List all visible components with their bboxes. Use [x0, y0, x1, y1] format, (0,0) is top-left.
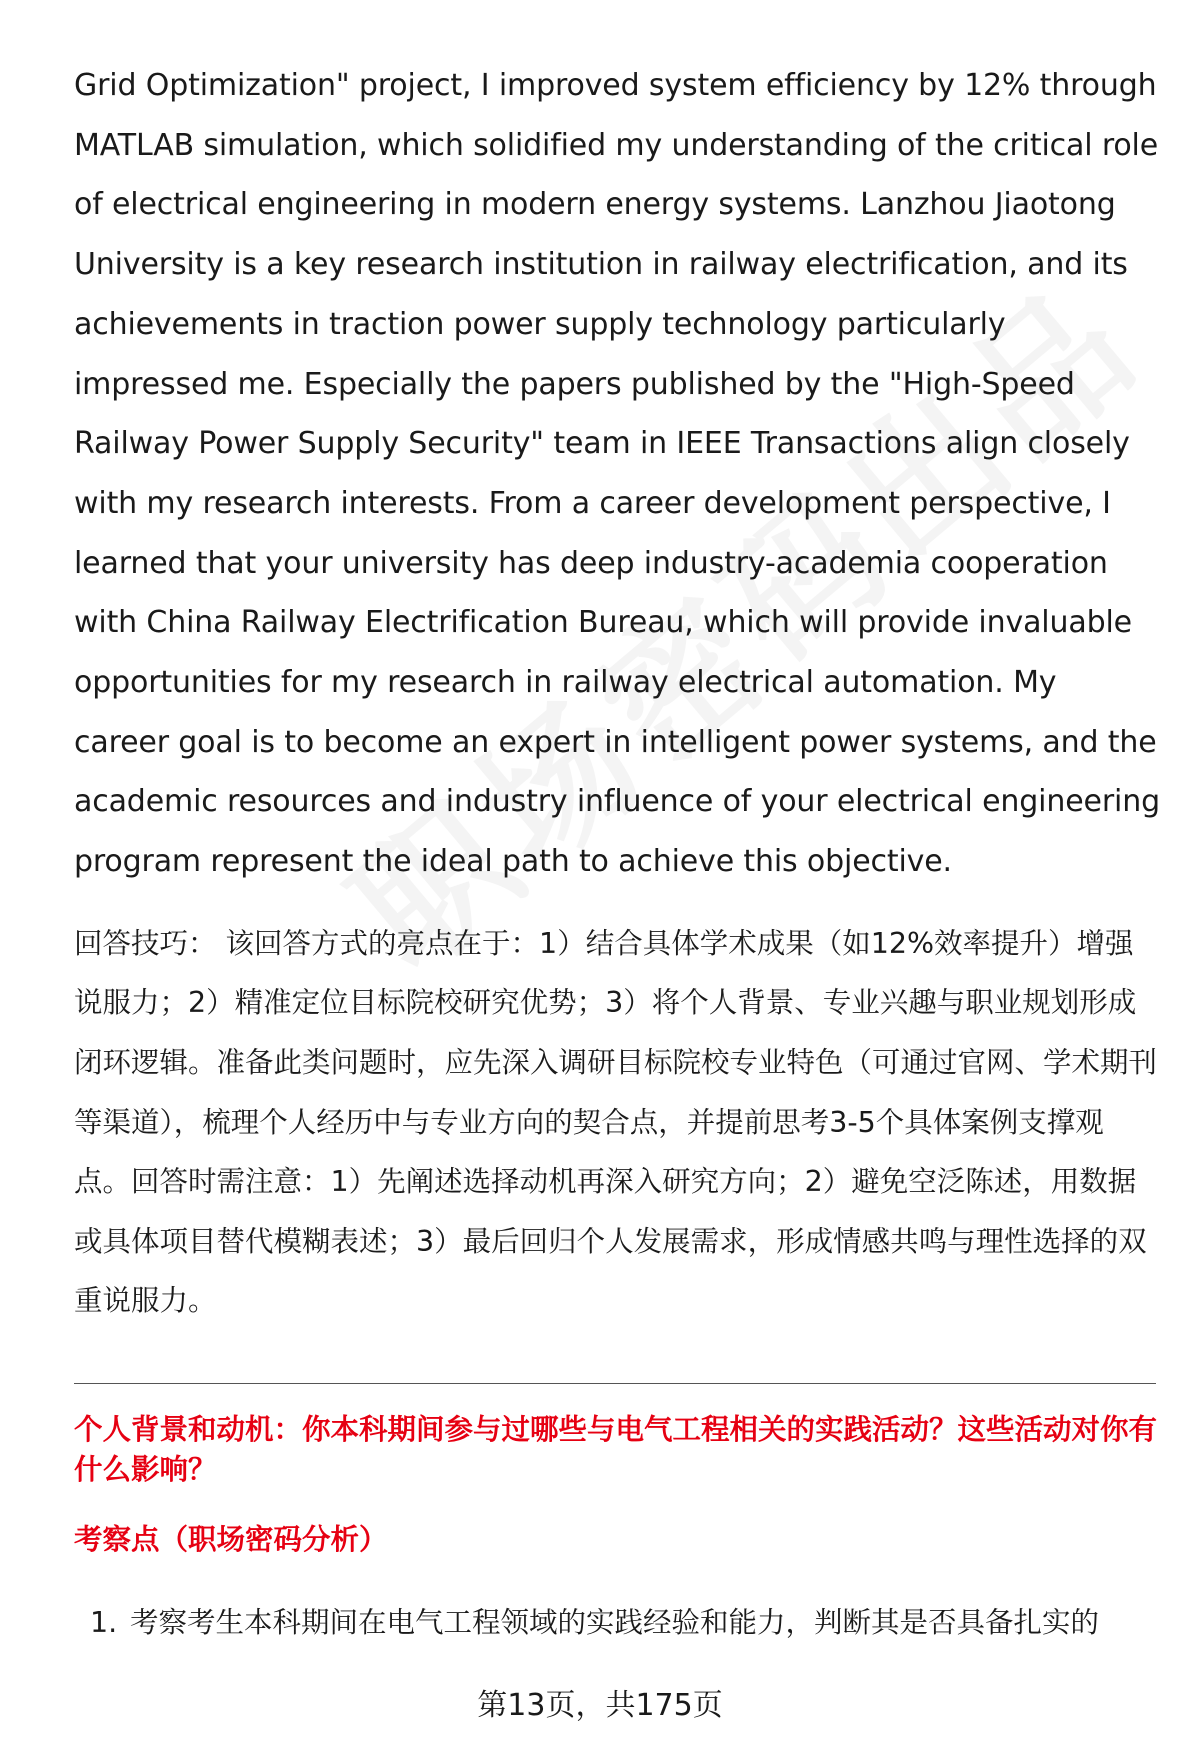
question-heading: 个人背景和动机：你本科期间参与过哪些与电气工程相关的实践活动？这些活动对你有什么影响？ [74, 1413, 1158, 1486]
list-item-text: 考察考生本科期间在电气工程领域的实践经验和能力，判断其是否具备扎实的 [130, 1606, 1100, 1639]
answer-tips-paragraph: 回答技巧： 该回答方式的亮点在于：1）结合具体学术成果（如12%效率提升）增强说服力；2）精准定位目标院校研究优势；3）将个人背景、专业兴趣与职业规划形成闭环逻辑。准备此类问题时，应先深入调研目标院校专业特色（可通过官网、学术期刊等渠道），梳理个人经历中与专业方向的契合点，并提前思考3-5个具体案例支撑观点。回答时需注意：1）先阐述选择动机再深入研究方向；2）避免空泛陈述，用数据或具体项目替代模糊表述；3）最后回归个人发展需求，形成情感共鸣与理性选择的双重说服力。 [74, 926, 1158, 1318]
section-divider [74, 1383, 1156, 1384]
exam-points-heading: 考察点（职场密码分析） [74, 1523, 388, 1556]
document-page [74, 56, 1160, 1643]
list-item-number: 1. [90, 1606, 118, 1639]
page-number-footer: 第13页，共175页 [477, 1688, 723, 1723]
english-answer-paragraph: Grid Optimization" project, I improved system efficiency by 12% through MATLAB simulation, which solidified my understanding of the critical role of electrical engineering in modern energy systems. Lanzhou Jiaotong University is a key research institution in railway electrification, and its achievements in traction power supply technology particularly impressed me. Especially the papers published by the "High-Speed Railway Power Supply Security" team in IEEE Transactions align closely with my research interests. From a career development perspective, I learned that your university has deep industry-academia cooperation with China Railway Electrification Bureau, which will provide invaluable opportunities for my research in railway electrical automation. My career goal is to become an expert in intelligent power systems, and the academic resources and industry influence of your electrical engineering program represent the ideal path to achieve this objective. [74, 68, 1160, 880]
list-item [90, 1603, 1160, 1643]
